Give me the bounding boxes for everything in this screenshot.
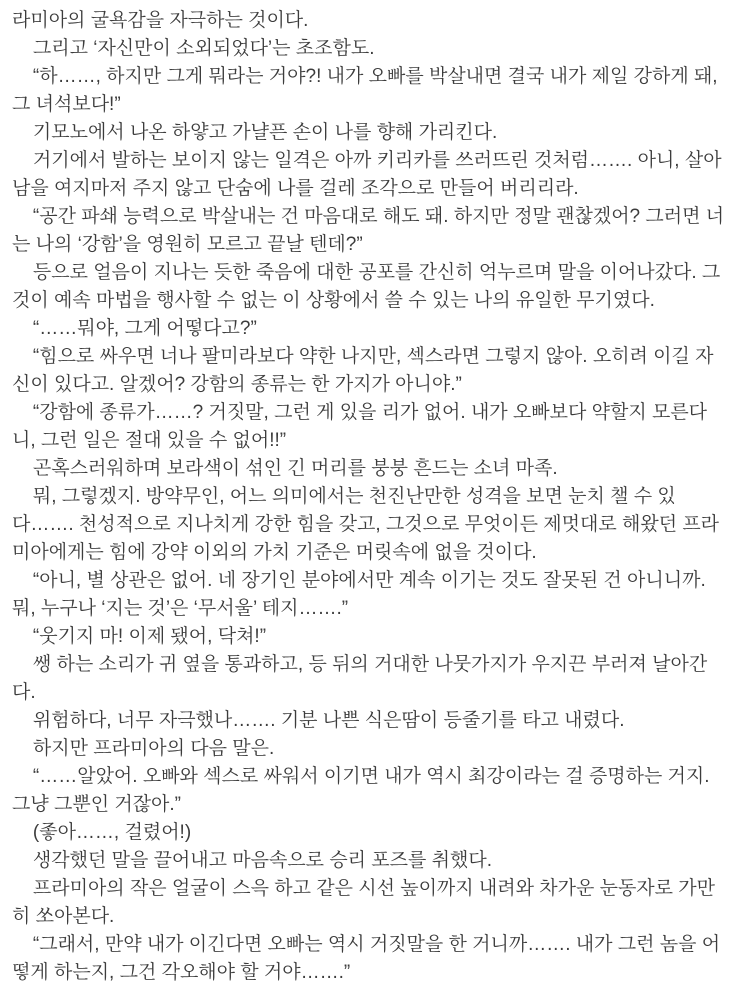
paragraph: 거기에서 발하는 보이지 않는 일격은 아까 키리카를 쓰러뜨린 것처럼……. 아니, 살아남을 여지마저 주지 않고 단숨에 나를 걸레 조각으로 만들어 버리리라. <box>12 150 722 199</box>
paragraph: “힘으로 싸우면 너나 팔미라보다 약한 나지만, 섹스라면 그렇지 않아. 오히려 이길 자신이 있다고. 알겠어? 강함의 종류는 한 가지가 아니야.” <box>12 346 714 395</box>
paragraph: “공간 파쇄 능력으로 박살내는 건 마음대로 해도 돼. 하지만 정말 괜찮겠어? 그러면 너는 나의 ‘강함’을 영원히 모르고 끝날 텐데?” <box>12 206 725 255</box>
paragraph: “그래서, 만약 내가 이긴다면 오빠는 역시 거짓말을 한 거니까……. 내가 그런 놈을 어떻게 하는지, 그건 각오해야 할 거야…….” <box>12 934 721 983</box>
paragraph: 하지만 프라미아의 다음 말은. <box>32 738 275 759</box>
paragraph: 곤혹스러워하며 보라색이 섞인 긴 머리를 붕붕 흔드는 소녀 마족. <box>32 458 558 479</box>
paragraph: “강함에 종류가……? 거짓말, 그런 게 있을 리가 없어. 내가 오빠보다 약할지 모른다니, 그런 일은 절대 있을 수 없어!!” <box>12 402 708 451</box>
paragraph: “……뭐야, 그게 어떻다고?” <box>32 318 257 339</box>
paragraph: 위험하다, 너무 자극했나……. 기분 나쁜 식은땀이 등줄기를 타고 내렸다. <box>32 710 625 731</box>
paragraph: 쌩 하는 소리가 귀 옆을 통과하고, 등 뒤의 거대한 나뭇가지가 우지끈 부러져 날아간다. <box>12 654 708 703</box>
paragraph: 생각했던 말을 끌어내고 마음속으로 승리 포즈를 취했다. <box>32 850 492 871</box>
paragraph: 프라미아의 작은 얼굴이 스윽 하고 같은 시선 높이까지 내려와 차가운 눈동자로 가만히 쏘아본다. <box>12 878 715 927</box>
paragraph: 등으로 얼음이 지나는 듯한 죽음에 대한 공포를 간신히 억누르며 말을 이어나갔다. 그것이 예속 마법을 행사할 수 없는 이 상황에서 쓸 수 있는 나의 유일한 무기였다. <box>12 262 721 311</box>
paragraph: “웃기지 마! 이제 됐어, 닥쳐!” <box>32 626 267 647</box>
paragraph: “하……, 하지만 그게 뭐라는 거야?! 내가 오빠를 박살내면 결국 내가 제일 강하게 돼, 그 녀석보다!” <box>12 66 718 115</box>
paragraph: 라미아의 굴욕감을 자극하는 것이다. <box>12 10 309 31</box>
paragraph: 뭐, 그렇겠지. 방약무인, 어느 의미에서는 천진난만한 성격을 보면 눈치 챌 수 있다……. 천성적으로 지나치게 강한 힘을 갖고, 그것으로 무엇이든 제멋대로 해왔던 프라미아에게는 힘에 강약 이외의 가치 기준은 머릿속에 없을 것이다. <box>12 486 720 563</box>
paragraph: 그리고 ‘자신만이 소외되었다’는 초조함도. <box>32 38 375 59</box>
page-text-body <box>12 7 725 987</box>
paragraph: 기모노에서 나온 하얗고 가냘픈 손이 나를 향해 가리킨다. <box>32 122 498 143</box>
paragraph: “아니, 별 상관은 없어. 네 장기인 분야에서만 계속 이기는 것도 잘못된 건 아니니까. 뭐, 누구나 ‘지는 것’은 ‘무서울’ 테지…….” <box>12 570 706 619</box>
paragraph: (좋아……, 걸렸어!) <box>32 822 192 843</box>
paragraph: “……알았어. 오빠와 섹스로 싸워서 이기면 내가 역시 최강이라는 걸 증명하는 거지. 그냥 그뿐인 거잖아.” <box>12 766 710 815</box>
